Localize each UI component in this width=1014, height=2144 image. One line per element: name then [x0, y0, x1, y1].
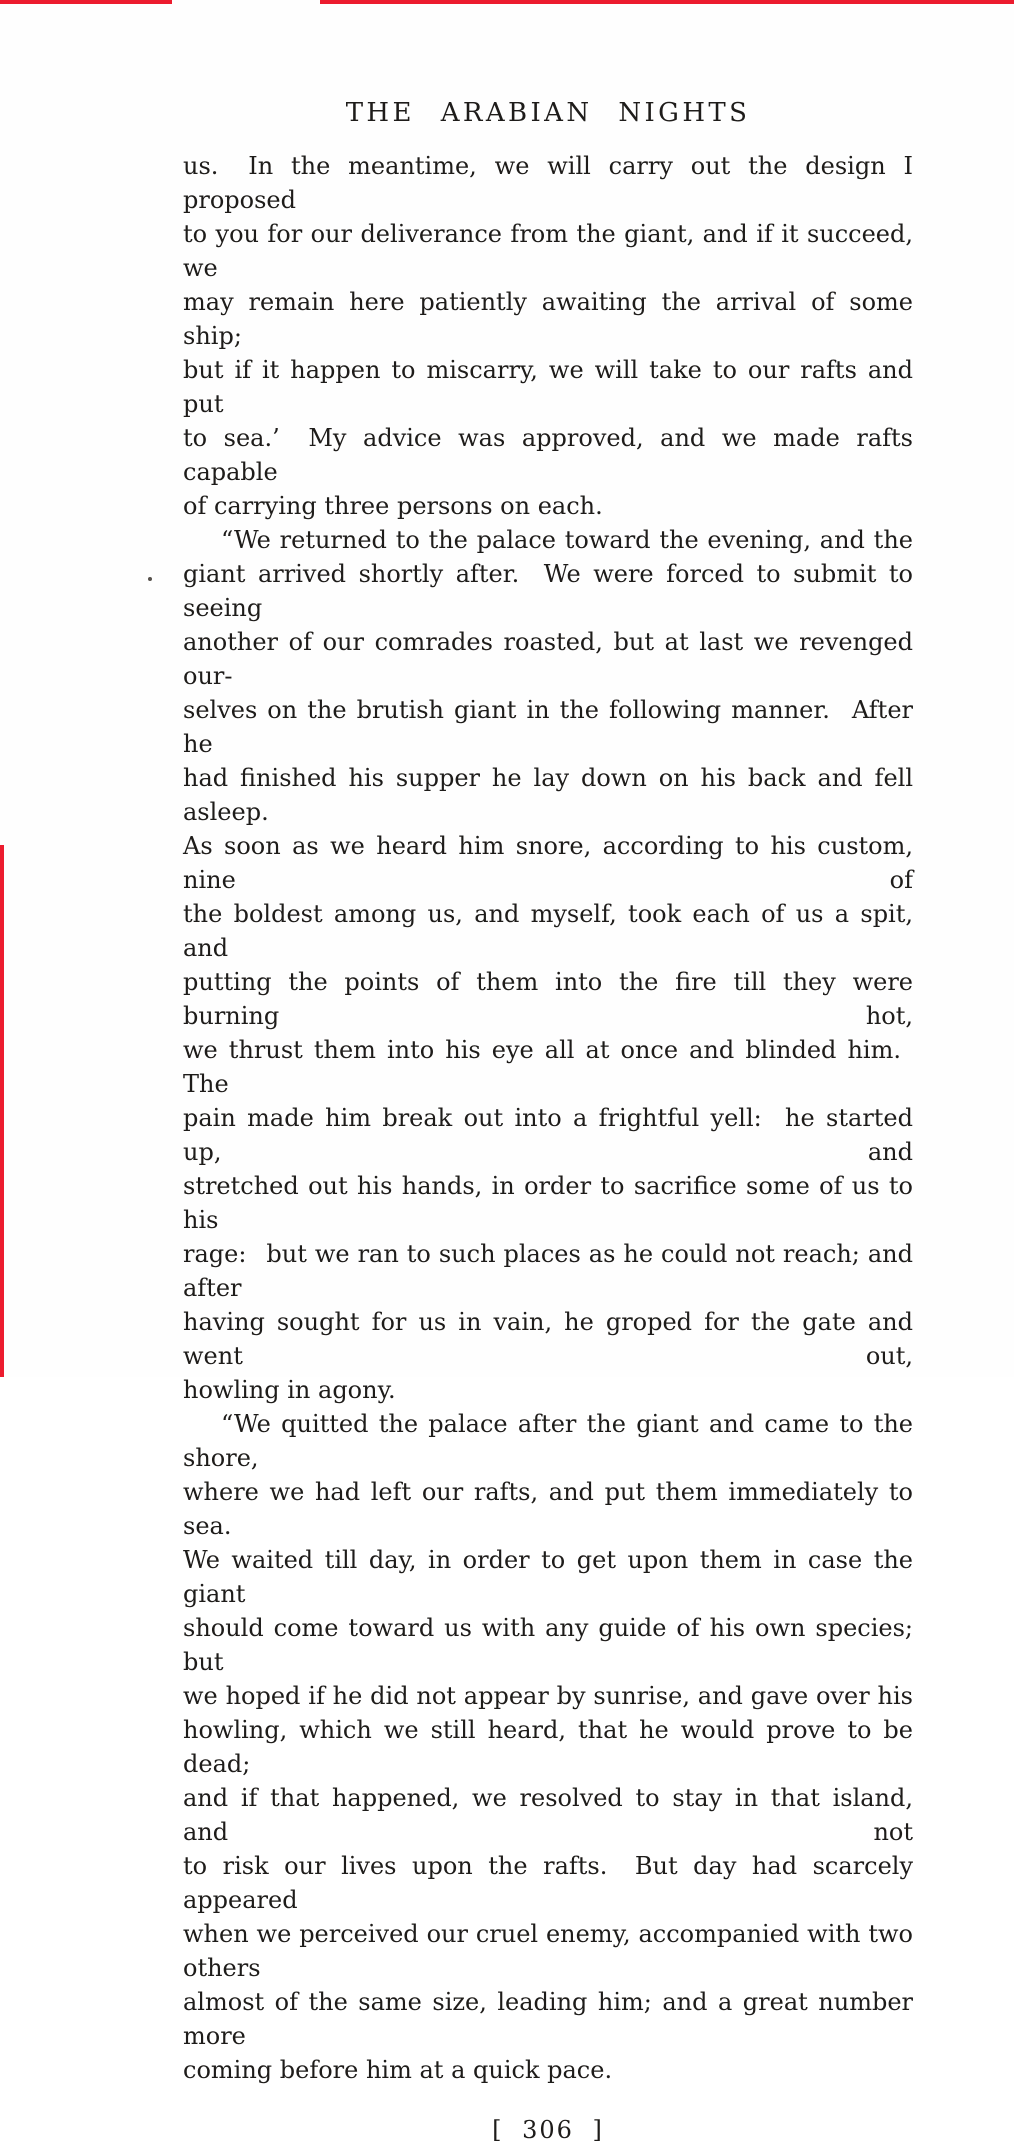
page-body: [183, 149, 913, 2087]
text-line: howling in agony.: [183, 1376, 396, 1404]
text-line: “We quitted the palace after the giant and came to the shore,: [183, 1410, 913, 1472]
text-line: had finished his supper he lay down on his back and fell asleep.: [183, 764, 913, 826]
text-line: the boldest among us, and myself, took each of us a spit, and: [183, 900, 913, 962]
text-line: selves on the brutish giant in the following manner. After he: [183, 696, 913, 758]
text-line: coming before him at a quick pace.: [183, 2056, 613, 2084]
scan-edge-mark-left: [0, 845, 4, 1377]
text-line: when we perceived our cruel enemy, accompanied with two others: [183, 1920, 913, 1982]
text-line: of carrying three persons on each.: [183, 492, 603, 520]
text-line: giant arrived shortly after. We were forced to submit to seeing: [183, 560, 913, 622]
stray-ink-dot: [148, 577, 152, 581]
scan-edge-mark-top-left: [0, 0, 172, 4]
text-line: to risk our lives upon the rafts. But day had scarcely appeared: [183, 1852, 913, 1914]
text-line: having sought for us in vain, he groped for the gate and went out,: [183, 1308, 913, 1370]
text-line: may remain here patiently awaiting the arrival of some ship;: [183, 288, 913, 350]
text-line: We waited till day, in order to get upon them in case the giant: [183, 1546, 913, 1608]
text-line: but if it happen to miscarry, we will take to our rafts and put: [183, 356, 913, 418]
text-line: stretched out his hands, in order to sacrifice some of us to his: [183, 1172, 913, 1234]
text-line: almost of the same size, leading him; and a great number more: [183, 1988, 913, 2050]
page-content: [183, 0, 913, 2144]
text-line: As soon as we heard him snore, according to his custom, nine of: [183, 832, 913, 894]
text-line: another of our comrades roasted, but at last we revenged our-: [183, 628, 913, 690]
text-line: we hoped if he did not appear by sunrise, and gave over his: [183, 1682, 913, 1710]
text-line: us. In the meantime, we will carry out the design I proposed: [183, 152, 913, 214]
text-line: to you for our deliverance from the giant, and if it succeed, we: [183, 220, 913, 282]
page-number: [ 306 ]: [492, 2116, 604, 2144]
text-line: should come toward us with any guide of his own species; but: [183, 1614, 913, 1676]
text-line: rage: but we ran to such places as he could not reach; and after: [183, 1240, 913, 1302]
text-line: we thrust them into his eye all at once and blinded him. The: [183, 1036, 913, 1098]
text-line: “We returned to the palace toward the evening, and the: [221, 526, 913, 554]
text-line: putting the points of them into the fire till they were burning hot,: [183, 968, 913, 1030]
text-line: pain made him break out into a frightful yell: he started up, and: [183, 1104, 913, 1166]
text-line: and if that happened, we resolved to stay in that island, and not: [183, 1784, 913, 1846]
text-line: to sea.’ My advice was approved, and we made rafts capable: [183, 424, 913, 486]
text-line: where we had left our rafts, and put them immediately to sea.: [183, 1478, 913, 1540]
page-title: THE ARABIAN NIGHTS: [345, 98, 751, 128]
text-line: howling, which we still heard, that he would prove to be dead;: [183, 1716, 913, 1778]
